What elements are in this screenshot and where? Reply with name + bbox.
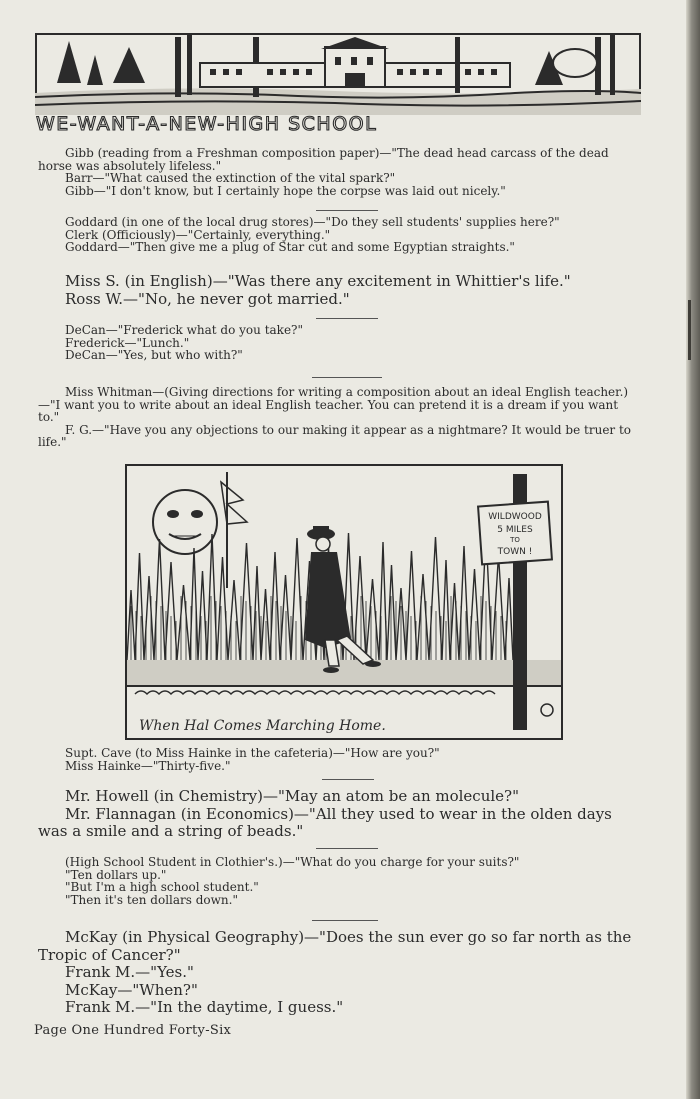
joke-line: Goddard—"Then give me a plug of Star cut and some Egyptian straights." xyxy=(65,240,515,255)
joke-line: "Then it's ten dollars down." xyxy=(65,892,238,907)
sign-text: TO xyxy=(510,536,520,544)
cartoon-illustration xyxy=(125,464,563,740)
divider xyxy=(312,920,378,921)
sign-text: TOWN ! xyxy=(497,547,533,557)
joke-7 xyxy=(38,788,640,841)
moon-face-icon xyxy=(153,490,217,554)
joke-line: Goddard (in one of the local drug stores)—"Do they sell students' supplies here?" xyxy=(65,215,560,229)
page-number-footer: Page One Hundred Forty-Six xyxy=(34,1023,232,1038)
divider xyxy=(316,210,378,211)
joke-2 xyxy=(38,216,640,254)
divider xyxy=(316,318,378,319)
joke-3 xyxy=(38,273,640,308)
joke-line: McKay (in Physical Geography)—"Does the sun ever go so far north as the Tropic of Cancer?" xyxy=(38,928,632,964)
joke-4 xyxy=(38,324,640,362)
sign-text: 5 MILES xyxy=(497,525,533,535)
divider xyxy=(316,848,378,849)
page-edge-shadow xyxy=(686,0,700,1099)
joke-line: Miss Hainke—"Thirty-five." xyxy=(65,758,231,773)
joke-line: "Ten dollars up." xyxy=(65,867,167,882)
cartoon-caption: When Hal Comes Marching Home. xyxy=(139,718,386,734)
joke-8 xyxy=(38,856,640,906)
joke-line: Miss S. (in English)—"Was there any excitement in Whittier's life." xyxy=(65,272,571,290)
joke-1 xyxy=(38,147,640,197)
sign-text: WILDWOOD xyxy=(488,512,542,522)
joke-line: Mr. Howell (in Chemistry)—"May an atom be an molecule?" xyxy=(65,787,519,805)
joke-line: Barr—"What caused the extinction of the vital spark?" xyxy=(65,171,396,186)
joke-line: (High School Student in Clothier's.)—"What do you charge for your suits?" xyxy=(65,855,520,869)
joke-line: Frank M.—"In the daytime, I guess." xyxy=(65,998,344,1016)
joke-line: Ross W.—"No, he never got married." xyxy=(65,289,350,308)
joke-line: DeCan—"Frederick what do you take?" xyxy=(65,323,303,337)
joke-line: F. G.—"Have you any objections to our making it appear as a nightmare? It would be truer to life." xyxy=(38,422,632,450)
divider xyxy=(322,779,374,780)
joke-6 xyxy=(38,747,640,772)
joke-line: Frederick—"Lunch." xyxy=(65,335,190,350)
joke-line: Clerk (Officiously)—"Certainly, everything." xyxy=(65,227,331,242)
joke-line: Miss Whitman—(Giving directions for writing a composition about an ideal English teacher.)—"I want you to write about an ideal English teacher. You can pretend it is a dream if you want to." xyxy=(38,385,629,425)
joke-line: Frank M.—"Yes." xyxy=(65,963,194,981)
joke-line: "But I'm a high school student." xyxy=(65,880,259,895)
joke-line: Mr. Flannagan (in Economics)—"All they used to wear in the olden days was a smile and a string of beads." xyxy=(38,804,612,840)
joke-line: Gibb—"I don't know, but I certainly hope the corpse was laid out nicely." xyxy=(65,183,506,198)
joke-9 xyxy=(38,929,640,1017)
joke-line: Supt. Cave (to Miss Hainke in the cafeteria)—"How are you?" xyxy=(65,746,440,760)
divider xyxy=(312,377,382,378)
school-banner-illustration xyxy=(35,33,641,115)
joke-line: McKay—"When?" xyxy=(65,980,198,999)
joke-5 xyxy=(38,386,640,449)
banner-lettering: WE-WANT-A-NEW-HIGH SCHOOL xyxy=(36,113,378,135)
joke-line: DeCan—"Yes, but who with?" xyxy=(65,348,243,363)
joke-line: Gibb (reading from a Freshman composition paper)—"The dead head carcass of the dead horse was absolutely lifeless." xyxy=(38,146,609,173)
